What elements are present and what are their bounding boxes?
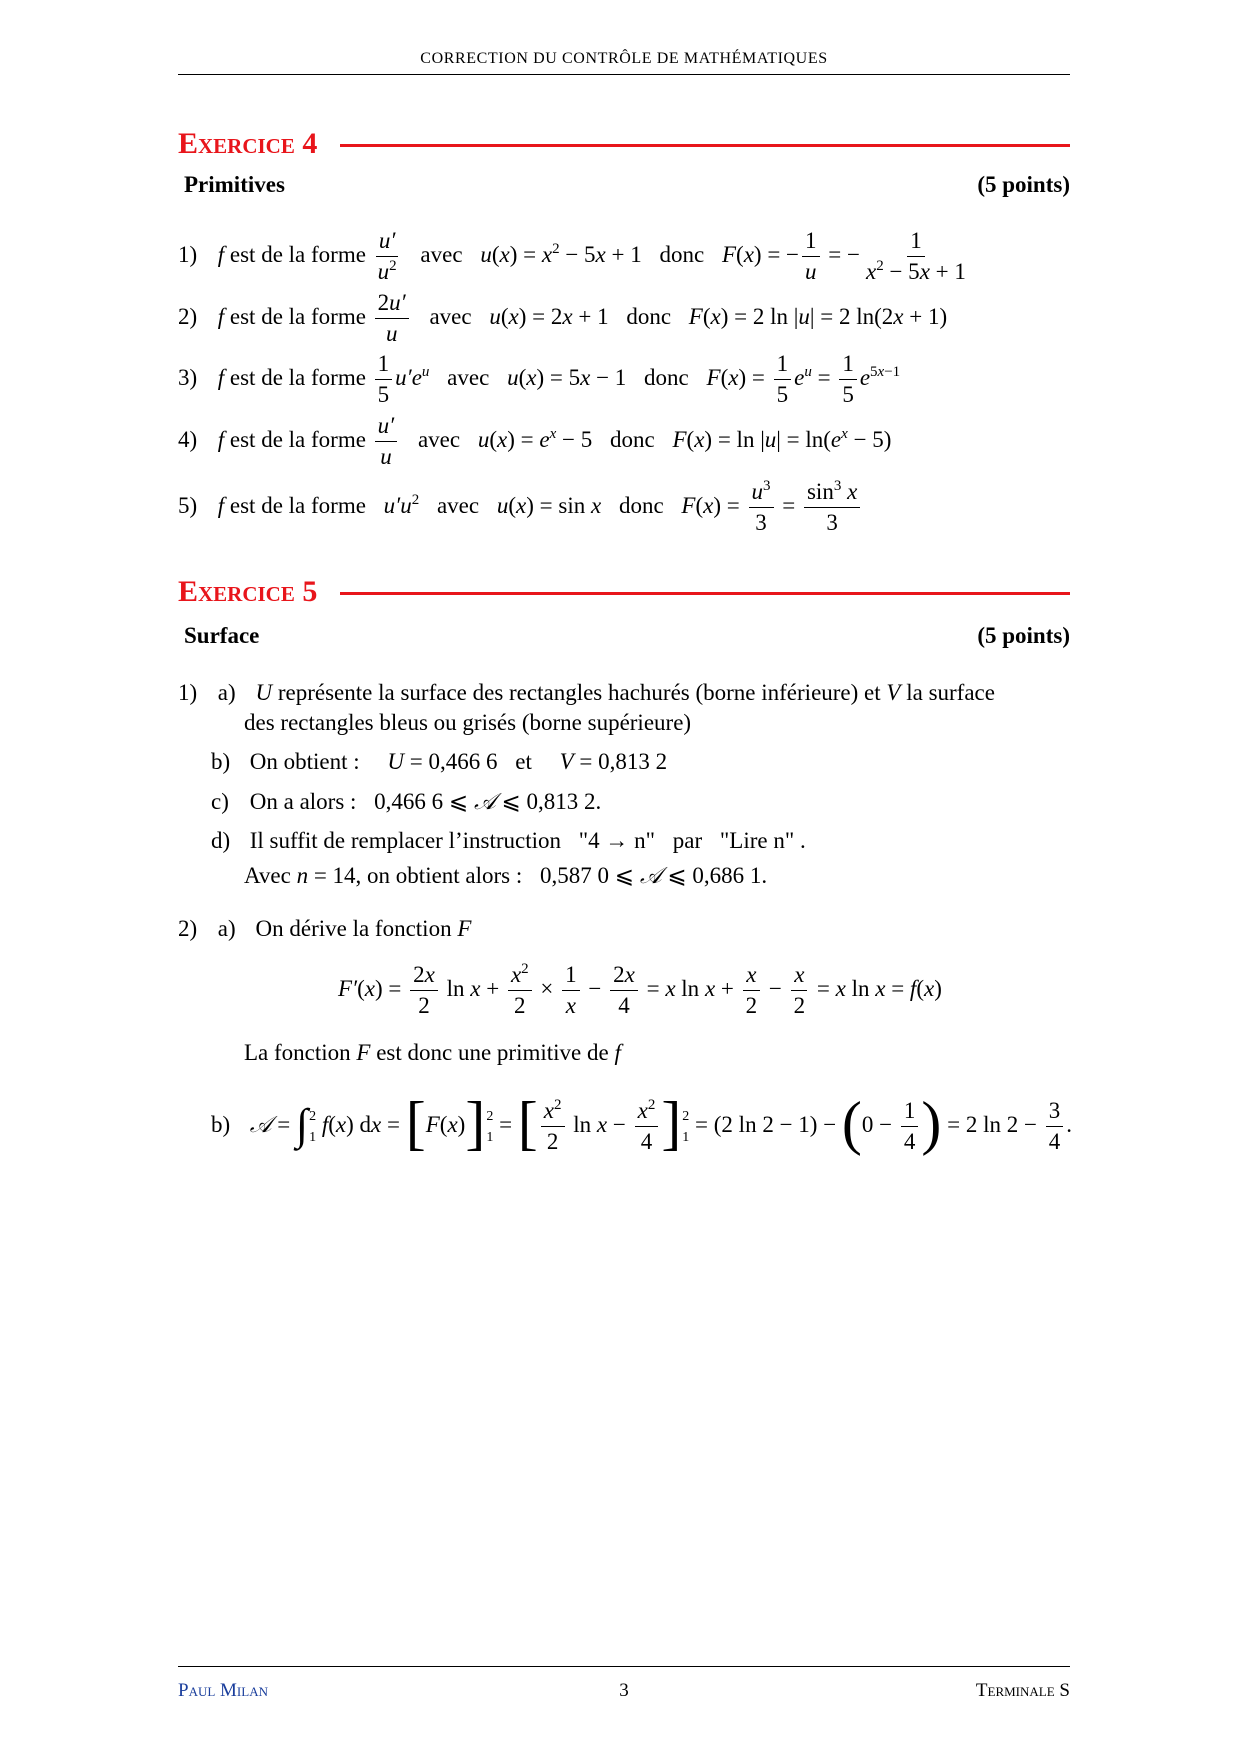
exercise-4-rule bbox=[340, 144, 1070, 147]
ex5-q2-b-integral: b) 𝒜 = ∫ 2 1 f(x) dx = [F(x)] 2 1 = [ $\frac{x^2}{2}$ ln x − $\frac{x^2}{4}$ ] 2 1 = (2 ln 2 − 1) − (0 − $\frac{1}{4}$ ) = 2 ln 2 − $\frac{3}{4}$ . bbox=[211, 1090, 1072, 1157]
ex4-item-5-label: 5) bbox=[178, 493, 198, 519]
ex4-item-3: 3) f est de la forme $\frac{1}{5}$ $u'e^u$ avec u(x) = 5x − 1 donc F(x) = $\frac{1}{5}$ $e^u$ = $\frac{1}{5}$ $e^{5x-1}$ bbox=[178, 351, 901, 408]
ex5-derivative-equation: F′(x) = $\frac{2x}{2}$ ln x + $\frac{x^2}{2}$ × $\frac{1}{x}$ − $\frac{2x}{4}$ = x ln x + $\frac{x}{2}$ − $\frac{x}{2}$ = x ln x = f(x) bbox=[338, 961, 942, 1019]
ex5-q1-d-line2: Avec n = 14, on obtient alors : 0,587 0 ⩽ 𝒜 ⩽ 0,686 1. bbox=[244, 863, 768, 889]
ex5-q2-a: 2) a) On dérive la fonction F bbox=[178, 916, 472, 941]
ex4-item-5: 5) f est de la forme $u'u^2$ avec u(x) = sin x donc F(x) = $\frac{u^3}{3}$ = $\frac{\sin^3 x}{3}$ bbox=[178, 479, 863, 537]
ex4-item-4-label: 4) bbox=[178, 427, 198, 453]
ex5-q1-c: c) On a alors : 0,466 6 ⩽ 𝒜 ⩽ 0,813 2. bbox=[211, 789, 602, 815]
exercise-4-points: (5 points) bbox=[977, 172, 1070, 197]
ex4-item-3-label: 3) bbox=[178, 365, 198, 391]
exercise-5-title: Exercice 5 bbox=[178, 575, 318, 608]
exercise-4-heading bbox=[178, 127, 1070, 161]
footer-page-number: 3 bbox=[619, 1680, 629, 1701]
exercise-5-rule bbox=[340, 592, 1070, 595]
footer-author: Paul Milan bbox=[178, 1680, 268, 1701]
ex5-q2-a-conclusion: La fonction F est donc une primitive de f bbox=[244, 1040, 621, 1065]
exercise-5-subtitle-row bbox=[184, 623, 1070, 649]
exercise-5-heading bbox=[178, 575, 1070, 609]
header-rule bbox=[178, 74, 1070, 75]
ex4-item-1: 1) f est de la forme $\frac{u'}{u^2}$ avec $u(x) = x^2 - 5x + 1$ donc F(x) = − $\frac{1}{u}$ = − $\frac{1}{x^2 - 5x + 1}$ bbox=[178, 228, 966, 285]
ex4-item-4: 4) f est de la forme $\frac{u'}{u}$ avec $u(x) = e^x - 5$ donc $F(x) = \ln |u| = \ln(e^x - 5)$ bbox=[178, 413, 892, 470]
ex5-q1-d-line1: d) Il suffit de remplacer l’instruction "4 → n" par "Lire n" . bbox=[211, 828, 806, 853]
footer-rule bbox=[178, 1666, 1070, 1667]
exercise-4-title: Exercice 4 bbox=[178, 127, 318, 160]
exercise-4-subtitle: Primitives bbox=[184, 172, 285, 197]
ex4-item-2-label: 2) bbox=[178, 304, 198, 330]
ex5-q1-a-line1: 1) a) U représente la surface des rectangles hachurés (borne inférieure) et V la surface bbox=[178, 680, 995, 705]
exercise-5-subtitle: Surface bbox=[184, 623, 260, 648]
ex5-q1-a-line2: des rectangles bleus ou grisés (borne supérieure) bbox=[244, 710, 692, 735]
ex5-q1-b: b) On obtient : U = 0,466 6 et V = 0,813 2 bbox=[211, 749, 668, 774]
exercise-4-subtitle-row bbox=[184, 172, 1070, 198]
running-header: CORRECTION DU CONTRÔLE DE MATHÉMATIQUES bbox=[420, 50, 828, 67]
footer-class: Terminale S bbox=[975, 1680, 1070, 1701]
ex4-item-2: 2) f est de la forme $\frac{2u'}{u}$ avec u(x) = 2x + 1 donc F(x) = 2 ln |u| = 2 ln(2x + 1) bbox=[178, 290, 948, 347]
exercise-5-points: (5 points) bbox=[977, 623, 1070, 648]
ex4-item-1-label: 1) bbox=[178, 242, 198, 268]
